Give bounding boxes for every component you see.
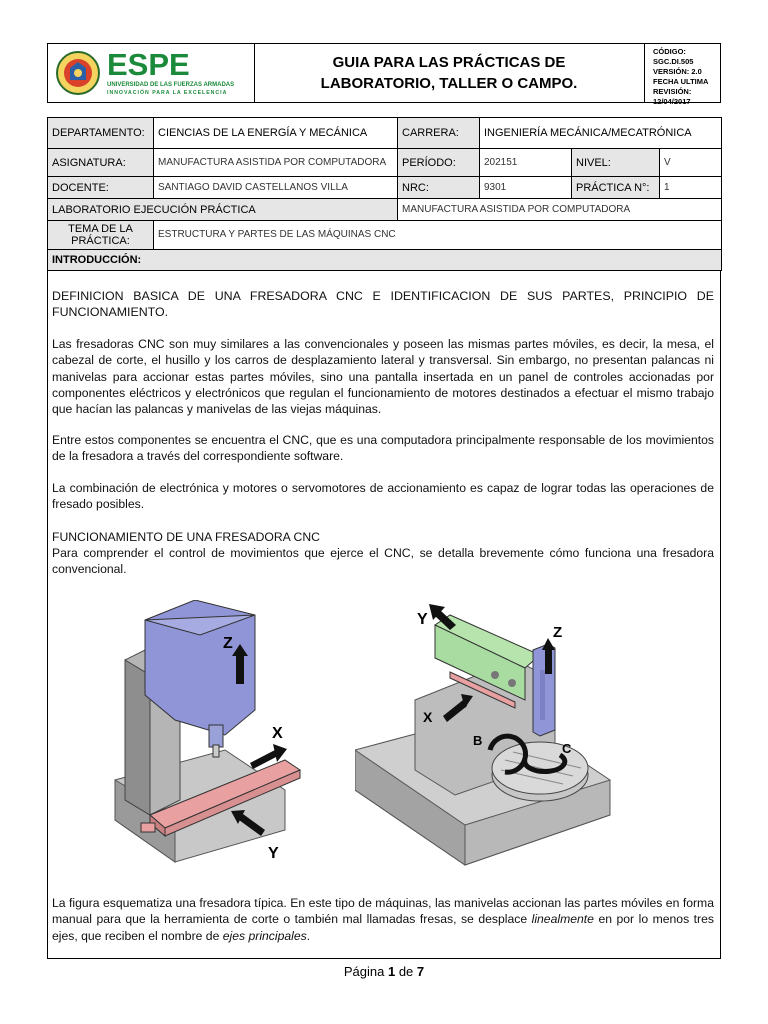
svg-text:Z: Z: [553, 624, 563, 641]
nrc-value: 9301: [480, 177, 572, 199]
teacher-label: DOCENTE:: [48, 177, 154, 199]
nrc-label: NRC:: [398, 177, 480, 199]
topic-label: TEMA DE LA PRÁCTICA:: [48, 221, 154, 250]
milling-machine-figure-right: [355, 600, 615, 875]
paragraph-5: La figura esquematiza una fresadora típica. En este tipo de máquinas, las manivelas accionan las partes móviles en forma manual para que la herramienta de corte o también mal llamadas fresas, se desplace linealmente en por lo menos tres ejes, que reciben el nombre de ejes principales.: [52, 896, 714, 943]
svg-text:ESPE: ESPE: [107, 47, 190, 82]
paragraph-3: La combinación de electrónica y motores o servomotores de accionamiento es capaz de lograr todas las operaciones de fresado posibles.: [52, 481, 714, 512]
document-meta: CÓDIGO: SGC.DI.505 VERSIÓN: 2.0 FECHA ULTIMA REVISIÓN: 12/04/2017: [653, 47, 709, 106]
department-value: CIENCIAS DE LA ENERGÍA Y MECÁNICA: [154, 118, 398, 149]
document-title: GUIA PARA LAS PRÁCTICAS DE LABORATORIO, TALLER O CAMPO.: [254, 44, 645, 102]
paragraph-2: Entre estos componentes se encuentra el CNC, que es una computadora principalmente responsable de los movimientos de la fresadora a través del correspondiente software.: [52, 433, 714, 464]
svg-text:C: C: [562, 741, 572, 756]
svg-text:Z: Z: [223, 635, 233, 652]
period-label: PERÍODO:: [398, 149, 480, 177]
practice-value: 1: [660, 177, 722, 199]
page-number: 1: [387, 964, 396, 979]
svg-text:B: B: [473, 733, 483, 748]
subject-value: MANUFACTURA ASISTIDA POR COMPUTADORA: [154, 149, 398, 177]
svg-text:Y: Y: [417, 611, 428, 628]
document-header: [47, 43, 721, 106]
page-total: 7: [416, 964, 425, 979]
period-value: 202151: [480, 149, 572, 177]
topic-value: ESTRUCTURA Y PARTES DE LAS MÁQUINAS CNC: [154, 221, 722, 250]
milling-machine-figure-left: [105, 600, 305, 865]
lab-value: MANUFACTURA ASISTIDA POR COMPUTADORA: [398, 199, 722, 221]
practice-info-table: [47, 117, 722, 271]
svg-text:UNIVERSIDAD DE LAS FUERZAS ARM: UNIVERSIDAD DE LAS FUERZAS ARMADAS: [107, 82, 235, 88]
paragraph-4-title: FUNCIONAMIENTO DE UNA FRESADORA CNC: [52, 530, 320, 544]
espe-logo: [48, 44, 254, 102]
career-value: INGENIERÍA MECÁNICA/MECATRÓNICA: [480, 118, 722, 149]
practice-label: PRÁCTICA N°:: [572, 177, 660, 199]
paragraph-1: Las fresadoras CNC son muy similares a las convencionales y poseen las mismas partes móviles, es decir, la mesa, el cabezal de corte, el husillo y los carros de desplazamiento lateral y transversal. Sin embargo, no presentan palancas ni manivelas para accionar estas partes móviles, sino una pantalla insertada en un panel de controles accionadas por componentes eléctricos y electrónicos que regulan el funcionamiento de motores destinados a efectuar el mismo trabajo que hacían las palancas y manivelas de las viejas máquinas.: [52, 337, 714, 417]
lab-label: LABORATORIO EJECUCIÓN PRÁCTICA: [48, 199, 398, 221]
department-label: DEPARTAMENTO:: [48, 118, 154, 149]
svg-text:X: X: [272, 725, 283, 742]
subject-label: ASIGNATURA:: [48, 149, 154, 177]
page-footer: Página 1 de 7: [343, 964, 425, 979]
level-value: V: [660, 149, 722, 177]
svg-text:Y: Y: [268, 845, 279, 862]
svg-text:INNOVACIÓN PARA LA EXCELENCIA: INNOVACIÓN PARA LA EXCELENCIA: [107, 90, 228, 96]
level-label: NIVEL:: [572, 149, 660, 177]
career-label: CARRERA:: [398, 118, 480, 149]
logo-cell: [48, 44, 255, 102]
paragraph-4: Para comprender el control de movimientos que ejerce el CNC, se detalla brevemente cómo funciona una fresadora convencional.: [52, 546, 714, 577]
teacher-value: SANTIAGO DAVID CASTELLANOS VILLA: [154, 177, 398, 199]
section-heading: DEFINICION BASICA DE UNA FRESADORA CNC E IDENTIFICACION DE SUS PARTES, PRINCIPIO DE FUNCIONAMIENTO.: [52, 289, 714, 320]
svg-text:X: X: [423, 709, 433, 725]
intro-label: INTRODUCCIÓN:: [48, 250, 722, 271]
